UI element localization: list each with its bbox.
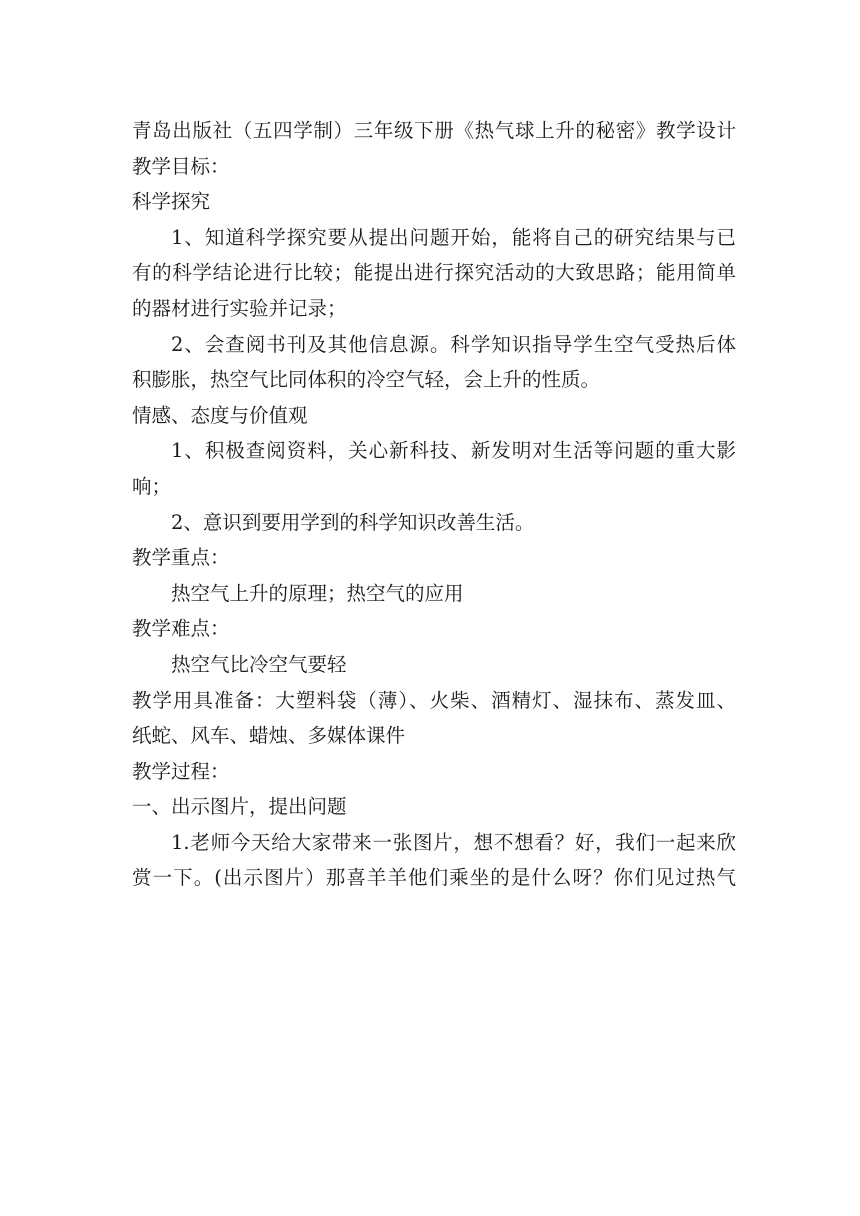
subheading-scientific-inquiry: 科学探究 [132, 190, 211, 214]
paragraph-line: 积膨胀，热空气比同体积的冷空气轻，会上升的性质。 [132, 368, 601, 392]
paragraph-line: 有的科学结论进行比较；能提出进行探究活动的大致思路；能用简单 [132, 261, 736, 285]
paragraph-line: 2、意识到要用学到的科学知识改善生活。 [171, 510, 535, 534]
paragraph-line: 响； [132, 474, 172, 498]
document-title: 青岛出版社（五四学制）三年级下册《热气球上升的秘密》教学设计 [132, 119, 736, 142]
section-heading-materials: 教学用具准备：大塑料袋（薄）、火柴、酒精灯、湿抹布、蒸发皿、 [132, 688, 736, 712]
paragraph-line: 1、知道科学探究要从提出问题开始，能将自己的研究结果与已 [171, 225, 736, 249]
paragraph-line: 2、会查阅书刊及其他信息源。科学知识指导学生空气受热后体 [171, 332, 736, 356]
paragraph-line: 1、积极查阅资料，关心新科技、新发明对生活等问题的重大影 [171, 439, 736, 463]
document-body [132, 113, 736, 896]
paragraph-line: 纸蛇、风车、蜡烛、多媒体课件 [132, 724, 406, 748]
paragraph-line: 1.老师今天给大家带来一张图片，想不想看？好，我们一起来欣 [171, 830, 736, 854]
section-heading-difficulties: 教学难点： [132, 617, 230, 641]
section-heading-objectives: 教学目标： [132, 154, 230, 178]
section-heading-process: 教学过程： [132, 759, 230, 783]
paragraph-line: 的器材进行实验并记录； [132, 296, 347, 320]
section-heading-key-points: 教学重点： [132, 546, 230, 570]
paragraph-line: 热空气上升的原理；热空气的应用 [171, 581, 464, 605]
subheading-emotion-attitude-values: 情感、态度与价值观 [132, 403, 308, 427]
paragraph-line: 赏一下。(出示图片）那喜羊羊他们乘坐的是什么呀？你们见过热气 [132, 866, 736, 890]
subheading-step-one: 一、出示图片，提出问题 [132, 795, 347, 819]
paragraph-line: 热空气比冷空气要轻 [171, 652, 347, 676]
